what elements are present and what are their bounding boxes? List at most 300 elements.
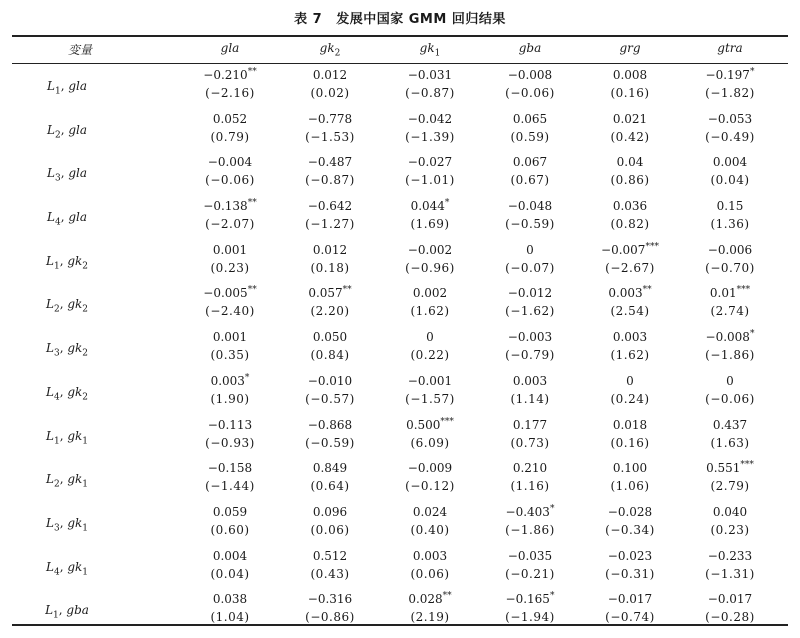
significance-stars: ** [247, 198, 257, 209]
coefficient [475, 328, 585, 346]
t-statistic: (1.16) [510, 479, 550, 494]
coefficient [675, 372, 785, 390]
coefficient-value: 0.008 [612, 68, 648, 82]
t-statistic: (0.23) [210, 260, 250, 275]
t-statistic: (2.74) [710, 304, 750, 319]
row-label-lag-subscript: 2 [54, 130, 61, 141]
row-label-lag: L [45, 384, 54, 399]
coefficient-value: 0.004 [712, 155, 748, 170]
t-statistic: (−1.62) [505, 304, 555, 319]
table-cell [475, 416, 585, 452]
significance-stars: * [549, 591, 555, 602]
coefficient [675, 110, 785, 128]
table-cell [675, 110, 785, 146]
row-label-lag: L [46, 122, 55, 137]
t-statistic: (−0.57) [305, 391, 355, 406]
table-cell [175, 459, 285, 495]
significance-stars: *** [740, 460, 754, 471]
row-label-lag: L [45, 559, 54, 574]
table-cell [475, 284, 585, 320]
row-label [12, 297, 122, 314]
t-statistic: (−0.06) [705, 391, 755, 406]
t-statistic: (0.24) [610, 391, 650, 406]
row-label-lag: L [46, 166, 55, 181]
table-cell [175, 590, 285, 626]
t-statistic: (−0.70) [705, 260, 755, 275]
t-statistic: (0.22) [410, 348, 450, 363]
row-label-variable: gla [68, 79, 88, 93]
row-label [12, 429, 122, 446]
table-cell [275, 197, 385, 233]
table-cell [275, 590, 385, 626]
table-cell [475, 153, 585, 189]
t-statistic: (0.04) [710, 173, 750, 188]
row-label-variable: gla [68, 166, 88, 181]
table-cell [575, 372, 685, 408]
table-cell [375, 590, 485, 626]
coefficient-value: −0.005 [203, 286, 248, 301]
row-label-lag-subscript: 2 [53, 479, 60, 490]
t-statistic: (−1.39) [405, 129, 455, 144]
coefficient [675, 503, 785, 521]
table-cell [175, 416, 285, 452]
t-statistic: (1.90) [210, 391, 250, 406]
coefficient [475, 241, 585, 259]
table-cell [275, 66, 385, 102]
table-cell [375, 197, 485, 233]
coefficient-value: 0.024 [412, 504, 448, 519]
coefficient-value: 0.003 [612, 330, 648, 345]
table-cell [575, 153, 685, 189]
coefficient [475, 416, 585, 434]
table-cell [575, 547, 685, 583]
row-label-separator: , [59, 384, 68, 399]
t-statistic: (−1.57) [405, 391, 455, 406]
significance-stars: ** [342, 285, 352, 296]
coefficient [575, 284, 685, 302]
row-label-lag: L [45, 515, 54, 530]
t-statistic: (−1.86) [705, 348, 755, 363]
coefficient-value: 0.044 [410, 199, 445, 214]
table-cell [275, 372, 385, 408]
coefficient-value: 0.15 [716, 199, 744, 214]
coefficient [375, 284, 485, 302]
row-label-lag-subscript: 4 [54, 217, 61, 228]
coefficient [375, 66, 485, 84]
t-statistic: (0.23) [710, 522, 750, 537]
row-label-lag-subscript: 1 [54, 86, 61, 97]
coefficient [175, 66, 285, 84]
table-row [12, 416, 788, 460]
coefficient [475, 503, 585, 521]
row-label-variable: gk [67, 253, 83, 268]
coefficient [575, 372, 685, 390]
coefficient-value: 0.04 [616, 155, 644, 170]
t-statistic: (−0.31) [605, 566, 655, 581]
table-cell [275, 416, 385, 452]
table-row [12, 372, 788, 416]
row-label [12, 166, 122, 183]
row-label-separator: , [59, 515, 68, 530]
significance-stars: * [549, 503, 555, 514]
row-label [12, 560, 122, 577]
coefficient [375, 459, 485, 477]
column-header-subscript: 1 [434, 48, 441, 59]
row-label-lag: L [46, 79, 55, 93]
row-label-separator: , [59, 341, 68, 356]
coefficient-value: −0.035 [507, 548, 553, 563]
coefficient [275, 197, 385, 215]
table-cell [275, 153, 385, 189]
coefficient [175, 547, 285, 565]
table-cell [575, 459, 685, 495]
column-header [675, 41, 785, 55]
table-row [12, 110, 788, 154]
row-label [12, 472, 122, 489]
table-row [12, 328, 788, 372]
coefficient [175, 503, 285, 521]
table-cell [475, 503, 585, 539]
coefficient [275, 153, 385, 171]
table-cell [475, 590, 585, 626]
table-cell [475, 197, 585, 233]
t-statistic: (2.19) [410, 610, 450, 625]
table-cell [375, 503, 485, 539]
coefficient-value: 0.003 [210, 373, 245, 388]
t-statistic: (2.79) [710, 479, 750, 494]
t-statistic: (−0.87) [405, 86, 455, 100]
coefficient [475, 547, 585, 565]
row-label-lag-subscript: 1 [53, 261, 60, 272]
t-statistic: (−0.74) [605, 610, 655, 625]
coefficient [175, 284, 285, 302]
t-statistic: (−0.49) [705, 129, 755, 144]
coefficient-value: 0.004 [212, 548, 248, 563]
coefficient [375, 590, 485, 608]
column-header-base: gk [419, 41, 435, 55]
table-cell [175, 328, 285, 364]
significance-stars: *** [645, 241, 659, 252]
coefficient [575, 503, 685, 521]
table-cell [275, 547, 385, 583]
coefficient [375, 547, 485, 565]
row-label-separator: , [60, 166, 69, 181]
header-rule [12, 63, 788, 64]
coefficient [575, 590, 685, 608]
significance-stars: ** [642, 285, 652, 296]
t-statistic: (0.64) [310, 479, 350, 494]
row-label-separator: , [60, 79, 69, 93]
coefficient [575, 459, 685, 477]
row-label-variable: gk [67, 297, 83, 312]
row-label [12, 254, 122, 271]
row-label [12, 603, 122, 620]
coefficient [575, 241, 685, 259]
column-header-base: gk [319, 41, 335, 55]
coefficient [275, 503, 385, 521]
coefficient [675, 284, 785, 302]
row-label [12, 516, 122, 533]
coefficient-value: −0.023 [607, 548, 653, 563]
coefficient-value: 0.018 [612, 417, 648, 432]
table-cell [575, 328, 685, 364]
significance-stars: * [749, 67, 755, 77]
t-statistic: (0.16) [610, 435, 650, 450]
t-statistic: (1.06) [610, 479, 650, 494]
table-cell [275, 503, 385, 539]
row-label-variable-subscript: 2 [82, 261, 89, 272]
coefficient-value: −0.017 [607, 592, 653, 607]
column-header [175, 41, 285, 55]
coefficient-value: −0.007 [601, 242, 646, 257]
coefficient [375, 153, 485, 171]
t-statistic: (0.42) [610, 129, 650, 144]
coefficient-value: −0.778 [307, 111, 353, 126]
coefficient-value: 0.065 [512, 111, 548, 126]
row-label-variable: gba [66, 603, 89, 618]
t-statistic: (−0.79) [505, 348, 555, 363]
t-statistic: (−2.16) [205, 86, 255, 100]
coefficient [375, 503, 485, 521]
t-statistic: (1.62) [410, 304, 450, 319]
t-statistic: (−1.44) [205, 479, 255, 494]
coefficient-value: 0.003 [512, 373, 548, 388]
coefficient [675, 328, 785, 346]
coefficient [575, 328, 685, 346]
coefficient-value: −0.158 [207, 461, 253, 476]
table-cell [675, 459, 785, 495]
table-cell [675, 416, 785, 452]
coefficient-value: 0.512 [312, 548, 348, 563]
coefficient-value: 0.021 [612, 111, 648, 126]
coefficient [575, 547, 685, 565]
coefficient [275, 66, 385, 84]
table-cell [675, 241, 785, 277]
coefficient-value: 0.01 [709, 286, 737, 301]
table-cell [375, 372, 485, 408]
coefficient-value: −0.010 [307, 373, 353, 388]
coefficient-value: 0 [426, 330, 434, 345]
coefficient [175, 328, 285, 346]
table-cell [375, 459, 485, 495]
significance-stars: ** [442, 591, 452, 602]
t-statistic: (−0.06) [205, 173, 255, 188]
t-statistic: (2.20) [310, 304, 350, 319]
t-statistic: (0.60) [210, 522, 250, 537]
row-label-variable: gla [68, 122, 88, 137]
coefficient-value: 0.003 [608, 286, 643, 301]
table-cell [475, 66, 585, 102]
coefficient [675, 459, 785, 477]
row-label-lag: L [45, 297, 54, 312]
coefficient [675, 197, 785, 215]
row-label-lag: L [45, 428, 54, 443]
t-statistic: (−0.86) [305, 610, 355, 625]
row-label-variable-subscript: 2 [82, 392, 89, 403]
coefficient-value: −0.316 [307, 592, 353, 607]
t-statistic: (−1.31) [705, 566, 755, 581]
coefficient [575, 66, 685, 84]
coefficient-value: −0.008 [705, 330, 750, 345]
table-cell [375, 416, 485, 452]
row-label-separator: , [59, 428, 68, 443]
coefficient-value: 0.437 [712, 417, 748, 432]
coefficient [675, 153, 785, 171]
row-label-lag: L [45, 472, 54, 487]
column-header-base: gla [220, 41, 240, 55]
coefficient [575, 110, 685, 128]
table-cell [275, 241, 385, 277]
table-cell [175, 241, 285, 277]
coefficient-value: −0.006 [707, 242, 753, 257]
table-caption: 发展中国家 GMM 回归结果 [336, 12, 506, 27]
coefficient [475, 197, 585, 215]
coefficient [375, 241, 485, 259]
coefficient [175, 590, 285, 608]
row-label-variable: gk [67, 559, 83, 574]
table-cell [275, 459, 385, 495]
coefficient-value: 0.003 [412, 548, 448, 563]
coefficient-value: −0.048 [507, 199, 553, 214]
coefficient-value: −0.053 [707, 111, 753, 126]
row-label-variable-subscript: 1 [82, 435, 89, 446]
row-label-lag-subscript: 1 [53, 610, 59, 621]
table-row [12, 590, 788, 634]
coefficient-value: 0.100 [612, 461, 648, 476]
t-statistic: (0.18) [310, 260, 350, 275]
significance-stars: ** [247, 285, 257, 296]
row-label-variable: gk [67, 472, 83, 487]
coefficient [275, 284, 385, 302]
coefficient [375, 110, 485, 128]
t-statistic: (6.09) [410, 435, 450, 450]
coefficient [275, 590, 385, 608]
t-statistic: (−1.82) [705, 86, 755, 100]
coefficient-value: 0.500 [406, 417, 441, 432]
table-cell [575, 110, 685, 146]
t-statistic: (0.35) [210, 348, 250, 363]
t-statistic: (−2.67) [605, 260, 655, 275]
coefficient-value: −0.487 [307, 155, 353, 170]
t-statistic: (2.54) [610, 304, 650, 319]
table-row [12, 547, 788, 591]
table-cell [675, 590, 785, 626]
row-label-lag: L [46, 210, 55, 225]
table-cell [175, 110, 285, 146]
coefficient [275, 110, 385, 128]
coefficient-value: 0.012 [312, 242, 348, 257]
t-statistic: (−1.53) [305, 129, 355, 144]
coefficient-value: 0.059 [212, 504, 248, 519]
coefficient-value: 0.057 [308, 286, 343, 301]
row-label-lag-subscript: 3 [53, 523, 60, 534]
coefficient [475, 590, 585, 608]
significance-stars: * [749, 329, 755, 340]
coefficient-value: 0 [626, 373, 634, 388]
table-cell [575, 241, 685, 277]
row-label [12, 385, 122, 402]
coefficient [575, 153, 685, 171]
t-statistic: (−0.93) [205, 435, 255, 450]
table-cell [175, 153, 285, 189]
coefficient [375, 372, 485, 390]
coefficient [175, 197, 285, 215]
table-cell [575, 590, 685, 626]
row-label [12, 123, 122, 140]
coefficient [175, 153, 285, 171]
coefficient [575, 197, 685, 215]
table-cell [175, 197, 285, 233]
coefficient-value: 0.012 [312, 68, 348, 82]
coefficient [175, 241, 285, 259]
table-cell [675, 284, 785, 320]
table-cell [475, 459, 585, 495]
table-cell [475, 372, 585, 408]
t-statistic: (0.82) [610, 217, 650, 232]
t-statistic: (−0.87) [305, 173, 355, 188]
row-label-variable-subscript: 2 [82, 304, 89, 315]
t-statistic: (1.63) [710, 435, 750, 450]
t-statistic: (−0.59) [305, 435, 355, 450]
coefficient-value: −0.165 [505, 592, 550, 607]
t-statistic: (−0.07) [505, 260, 555, 275]
coefficient-value: 0.001 [212, 330, 248, 345]
coefficient-value: −0.197 [705, 68, 750, 82]
coefficient [175, 372, 285, 390]
coefficient-value: 0.040 [712, 504, 748, 519]
coefficient [475, 459, 585, 477]
row-label-separator: , [59, 297, 68, 312]
table-cell [175, 503, 285, 539]
table-cell [375, 284, 485, 320]
significance-stars: * [444, 198, 450, 209]
row-label-variable-subscript: 1 [82, 566, 89, 577]
coefficient [175, 416, 285, 434]
coefficient-value: −0.017 [707, 592, 753, 607]
row-label [12, 210, 122, 227]
t-statistic: (0.04) [210, 566, 250, 581]
coefficient-value: −0.001 [407, 373, 453, 388]
t-statistic: (−1.86) [505, 522, 555, 537]
row-label-variable: gk [67, 384, 83, 399]
table-cell [275, 284, 385, 320]
table-title [0, 8, 800, 27]
table-cell [575, 284, 685, 320]
t-statistic: (−0.96) [405, 260, 455, 275]
coefficient-value: 0.001 [212, 242, 248, 257]
coefficient-value: 0.849 [312, 461, 348, 476]
coefficient-value: −0.028 [607, 504, 653, 519]
coefficient-value: −0.008 [507, 68, 553, 82]
row-label [12, 341, 122, 358]
table-header [12, 41, 788, 61]
coefficient-value: 0.050 [312, 330, 348, 345]
table-cell [575, 197, 685, 233]
t-statistic: (−0.34) [605, 522, 655, 537]
table-cell [475, 110, 585, 146]
t-statistic: (1.36) [710, 217, 750, 232]
t-statistic: (1.14) [510, 391, 550, 406]
table-row [12, 459, 788, 503]
bottom-rule [12, 624, 788, 626]
table-cell [575, 416, 685, 452]
coefficient-value: −0.138 [203, 199, 248, 214]
coefficient-value: 0 [726, 373, 734, 388]
table-cell [675, 328, 785, 364]
row-label-lag: L [45, 253, 54, 268]
row-label-lag: L [45, 341, 54, 356]
coefficient-value: −0.009 [407, 461, 453, 476]
